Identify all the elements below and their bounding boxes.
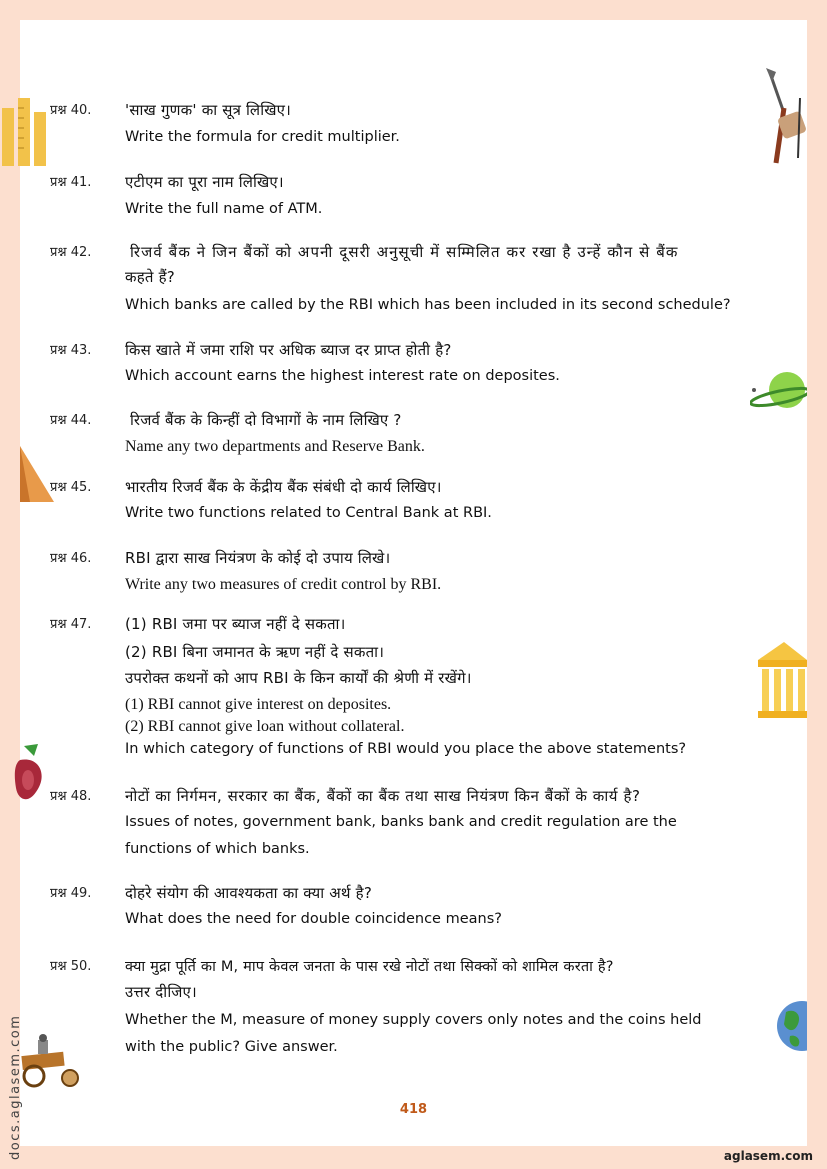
side-watermark: docs.aglasem.com [8,1014,23,1160]
cart-clipart [20,1034,84,1090]
tools-clipart [762,68,807,168]
question-number: प्रश्न 50. [50,959,92,974]
question-number: प्रश्न 42. [50,245,92,260]
question-text-hindi: दोहरे संयोग की आवश्यकता का क्या अर्थ है? [125,884,372,902]
question-text-english: Write two functions related to Central Bank at RBI. [125,505,492,521]
planet-clipart [750,370,807,415]
fruit-clipart [14,742,48,808]
page-number: 418 [399,1102,428,1117]
question-text-english: What does the need for double coincidence means? [125,911,502,927]
question-text-hindi: उपरोक्त कथनों को आप RBI के किन कार्यों की श्रेणी में रखेंगे। [125,669,472,687]
question-text-hindi-cont: कहते हैं? [125,268,175,286]
question-number: प्रश्न 48. [50,789,92,804]
question-number: प्रश्न 45. [50,480,92,495]
question-number: प्रश्न 49. [50,886,92,901]
question-text-english: Write any two measures of credit control by RBI. [125,576,442,593]
statement-2-hindi: (2) RBI बिना जमानत के ऋण नहीं दे सकता। [125,643,385,661]
question-text-hindi: किस खाते में जमा राशि पर अधिक ब्याज दर प्राप्त होती है? [125,341,452,359]
question-text-english: Name any two departments and Reserve Bank. [125,438,425,455]
page-sheet [20,20,807,1146]
question-text-hindi: 'साख गुणक' का सूत्र लिखिए। [125,101,292,119]
question-text-english-cont: functions of which banks. [125,841,310,857]
question-text-hindi: क्या मुद्रा पूर्ति का M, माप केवल जनता के पास रखे नोटों तथा सिक्कों को शामिल करता है? [125,959,614,975]
question-number: प्रश्न 44. [50,413,92,428]
question-text-hindi: RBI द्वारा साख नियंत्रण के कोई दो उपाय लिखे। [125,549,391,567]
question-text-english-cont: with the public? Give answer. [125,1039,338,1055]
question-text-english: Write the full name of ATM. [125,201,323,217]
question-number: प्रश्न 41. [50,175,92,190]
footer-site-name: aglasem.com [723,1149,813,1163]
question-number: प्रश्न 46. [50,551,92,566]
statement-1-hindi: (1) RBI जमा पर ब्याज नहीं दे सकता। [125,615,346,633]
pillar-clipart [758,642,807,718]
question-text-hindi: भारतीय रिजर्व बैंक के केंद्रीय बैंक संबंधी दो कार्य लिखिए। [125,478,442,496]
question-number: प्रश्न 43. [50,343,92,358]
pyramid-clipart [20,444,56,504]
question-text-hindi: रिजर्व बैंक ने जिन बैंकों को अपनी दूसरी अनुसूची में सम्मिलित कर रखा है उन्हें कौन से बैंक [130,243,679,261]
question-text-english: In which category of functions of RBI would you place the above statements? [125,741,687,757]
question-text-english: Whether the M, measure of money supply covers only notes and the coins held [125,1012,702,1028]
question-text-english: Issues of notes, government bank, banks bank and credit regulation are the [125,814,677,830]
question-text-hindi: एटीएम का पूरा नाम लिखिए। [125,173,284,191]
globe-clipart [776,994,807,1052]
question-number: प्रश्न 47. [50,617,92,632]
question-text-hindi-cont: उत्तर दीजिए। [125,983,197,1001]
statement-1-english: (1) RBI cannot give interest on deposites. [125,696,392,713]
question-text-english: Which account earns the highest interest rate on deposites. [125,368,560,384]
question-text-hindi: नोटों का निर्गमन, सरकार का बैंक, बैंकों का बैंक तथा साख नियंत्रण किन बैंकों के कार्य है? [125,787,641,805]
question-text-english: Write the formula for credit multiplier. [125,129,400,145]
question-text-hindi: रिजर्व बैंक के किन्हीं दो विभागों के नाम लिखिए ? [130,411,402,429]
ruler-clipart [0,98,48,168]
statement-2-english: (2) RBI cannot give loan without collateral. [125,718,405,735]
question-number: प्रश्न 40. [50,103,92,118]
question-text-english: Which banks are called by the RBI which has been included in its second schedule? [125,297,731,313]
